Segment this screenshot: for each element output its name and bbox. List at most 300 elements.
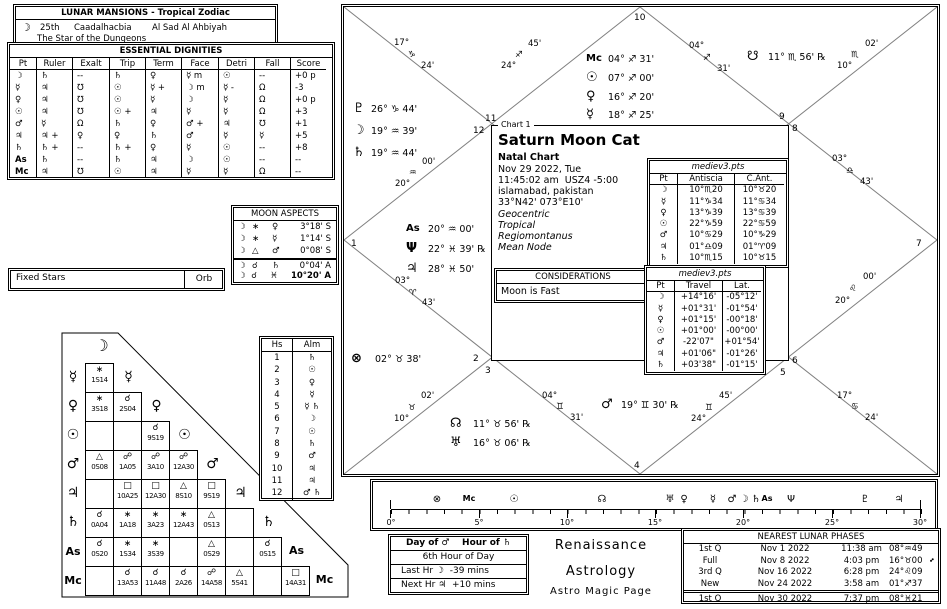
aspect-cell: ☍ 14A58 (197, 566, 226, 596)
cusp-degree: 17° (394, 38, 410, 48)
col-header: Detri (218, 58, 254, 70)
house-almuten-table: 1 ♄ 2 ☉ 3 ♀ 4 ☿ 5 ☿ ♄ 6 ☽ 7 ☉ 8 ♄ 9 ♂ 10 ♃ 11 ♃ 12 ♂ ♄ (262, 352, 331, 500)
cell: ☿ (181, 142, 218, 154)
north-node-icon: ☊ (597, 494, 607, 505)
degree-scale (372, 481, 936, 529)
sagittarius-icon: ♐ (703, 53, 711, 63)
cell: ☿ (218, 130, 254, 142)
chart-name: Saturn Moon Cat (498, 131, 640, 149)
house-number: 12 (473, 126, 485, 136)
aspect-cell: △ 8S10 (169, 479, 198, 509)
cusp-degree: 24° (691, 414, 707, 424)
saturn-icon: ♄ (353, 145, 365, 160)
asc-label: As (65, 545, 81, 558)
aspect-orb: 0°04' A (299, 260, 331, 271)
saturn-icon: ♄ (262, 514, 275, 530)
natal-chart (343, 6, 938, 475)
jupiter-icon: ♃ (894, 494, 904, 505)
cell: ☉ (218, 154, 254, 166)
planet-icon: ♄ (272, 260, 280, 271)
mc-label: Mc (64, 574, 82, 587)
col-header: Term (145, 58, 181, 70)
grid-row (86, 392, 171, 422)
aspect-cell: △ 0S08 (85, 450, 114, 480)
cusp-minute: 31' (570, 413, 584, 423)
cell: ♄ (36, 154, 72, 166)
cusp-minute: 00' (863, 272, 877, 282)
asc-label: As (288, 544, 305, 557)
south-node-icon: ☋ (747, 49, 759, 64)
saturn-icon: ♄ (751, 494, 761, 505)
cell: -- (72, 70, 109, 82)
aspect-orb: 10°20' A (290, 270, 331, 281)
moon-icon: ☽ (21, 21, 31, 34)
dignities-table (10, 58, 332, 178)
cell: ♃ + (36, 130, 72, 142)
travel-lat-panel (646, 267, 764, 373)
chart-type: Natal Chart (498, 152, 560, 163)
cell: ☽ (181, 154, 218, 166)
venus-icon: ♀ (680, 494, 688, 505)
planet-icon: ♀ (272, 222, 279, 232)
lunar-mansions-panel (15, 6, 276, 43)
house-number: 2 (473, 354, 479, 364)
moon-icon: ☽ (238, 246, 246, 257)
aspect-cell (113, 421, 142, 451)
cell: ♃ (36, 166, 72, 178)
aspect-cell (85, 421, 114, 451)
cell: ☉ (15, 107, 23, 117)
branding-line: Astro Magic Page (550, 586, 652, 597)
cell: ♀ (145, 118, 181, 130)
cell: ℧ (72, 166, 109, 178)
aspect-cell: ∗ 1S34 (113, 537, 142, 567)
cell: ☉ (218, 142, 254, 154)
col-header: Face (181, 58, 218, 70)
aspect-cell: ☍ 1A05 (113, 450, 142, 480)
aspect-row (234, 270, 336, 282)
grid-row (86, 363, 143, 393)
cell: ♂ (181, 130, 218, 142)
phase-row: 1st Q Nov 1 2022 11:38 am 08°♒49 (698, 544, 923, 554)
cell: ☿ (145, 94, 181, 106)
moon-icon: ☽ (739, 494, 749, 505)
cell: ♄ (109, 118, 145, 130)
cusp-degree: 10° (837, 61, 853, 71)
cell: ☉ (109, 166, 145, 178)
cusp-degree: 03° (395, 276, 411, 286)
mc-position: 04° ♐ 31' (608, 54, 655, 65)
moon-icon: ☽ (238, 270, 246, 281)
mars-position: 19° ♊ 30' ℞ (621, 400, 679, 411)
neptune-position: 22° ♓ 39' ℞ (428, 244, 486, 255)
cell: ♂ + (181, 118, 218, 130)
moon-icon: ☽ (94, 336, 109, 355)
aspect-icon: ∗ (252, 222, 260, 232)
aspect-row (234, 233, 336, 245)
branding-line: Renaissance (554, 538, 648, 553)
sign-icon: ♓ (270, 270, 278, 281)
venus-icon: ♀ (67, 398, 79, 414)
sagittarius-icon: ♐ (515, 50, 523, 60)
travel-title: mediev3.pts (647, 268, 763, 281)
tick-label: 0° (386, 518, 396, 527)
cusp-minute: 00' (422, 157, 436, 167)
planet-icon: ♂ (272, 246, 280, 257)
cell: ♃ (145, 106, 181, 118)
cusp-minute: 43' (422, 298, 436, 308)
aspect-cell (225, 508, 254, 538)
house-number: 6 (792, 356, 798, 366)
venus-icon: ♀ (586, 89, 596, 104)
aspect-cell (85, 566, 114, 596)
cusp-degree: 17° (837, 391, 853, 401)
cusp-degree: 20° (835, 296, 851, 306)
chart-coordinates: 33°N42' 073°E10' (498, 197, 584, 208)
aspect-icon: ∗ (252, 234, 260, 245)
day-hour-rulers: Day of ♂ Hour of ♄ (391, 537, 526, 551)
chart-option: Tropical (498, 220, 536, 231)
aspect-cell: ∗ 1S14 (85, 363, 114, 393)
tick-label: 30° (912, 518, 928, 527)
cusp-minute: 02' (421, 391, 435, 401)
sun-icon: ☉ (586, 70, 598, 85)
cusp-minute: 43' (860, 177, 874, 187)
cell: ♀ (15, 95, 22, 105)
cell: ♃ (218, 118, 254, 130)
aspect-row (234, 258, 336, 270)
asc-position: 20° ♒ 00' (428, 224, 475, 235)
lunar-phases-panel (683, 530, 939, 602)
cell: ♂ (15, 119, 23, 129)
moon-position: 19° ♒ 39' (371, 126, 418, 137)
cell: ☿ - (218, 82, 254, 94)
aspect-icon: ☌ (251, 270, 257, 281)
cusp-minute: 31' (717, 64, 731, 74)
cusp-minute: 45' (528, 39, 542, 49)
aspect-cell: △ 0S13 (197, 508, 226, 538)
tick-label: 25° (824, 518, 840, 527)
cell: ☿ (181, 166, 218, 178)
moon-aspects-title: MOON ASPECTS (234, 208, 336, 221)
chart-date: Nov 29 2022, Tue (498, 164, 582, 175)
cell: ☉ (218, 70, 254, 82)
aspect-icon: ☌ (252, 260, 258, 271)
cell: ♃ (145, 166, 181, 178)
cell: ♄ + (109, 142, 145, 154)
gemini-icon: ♊ (556, 402, 564, 412)
phase-row: Full Nov 8 2022 4:03 pm 16°♉00 (702, 555, 923, 566)
pluto-icon: ♇ (353, 101, 365, 116)
cusp-degree: 10° (394, 414, 410, 424)
fixed-stars-panel (10, 270, 223, 289)
grid-row (86, 508, 283, 538)
cell: ♄ (15, 143, 23, 153)
aspect-cell: ☌ 9S19 (141, 421, 170, 451)
libra-icon: ♎ (846, 166, 854, 176)
house-number: 3 (485, 366, 491, 376)
mars-icon: ♂ (727, 494, 737, 505)
cell: ☽ (15, 71, 23, 81)
gemini-icon: ♊ (705, 403, 713, 413)
scorpio-icon: ♏ (851, 50, 859, 60)
chart-time: 11:45:02 am USZ4 -5:00 (498, 175, 619, 186)
north-node-position: 11° ♉ 56' ℞ (473, 419, 531, 430)
aries-icon: ♈ (409, 288, 417, 298)
mars-icon: ♂ (206, 456, 219, 472)
cell: ☿ (36, 118, 72, 130)
cell: -- (72, 142, 109, 154)
cell: +0 p (290, 94, 326, 106)
aspect-cell: ☌ 0S20 (85, 537, 114, 567)
chart-tab[interactable]: Chart 1 (498, 120, 534, 129)
aspect-cell: □ 12A30 (141, 479, 170, 509)
cusp-minute: 24' (421, 61, 435, 71)
house-number: 7 (916, 239, 922, 249)
lunar-mansions-title: LUNAR MANSIONS - Tropical Zodiac (16, 7, 275, 20)
moon-aspects-panel (233, 207, 337, 283)
cell: ☉ + (109, 106, 145, 118)
tick-label: 15° (647, 518, 663, 527)
cusp-degree: 24° (501, 61, 517, 71)
cell: ♃ (145, 154, 181, 166)
part-of-fortune-icon: ⊗ (432, 494, 442, 505)
taurus-icon: ♉ (408, 403, 416, 413)
cell: ♄ (109, 154, 145, 166)
saturn-position: 19° ♒ 44' (371, 148, 418, 159)
aspect-cell: ☌ 11A48 (141, 566, 170, 596)
col-header: Ruler (36, 58, 72, 70)
cell: ℧ (72, 94, 109, 106)
phase-row: 3rd Q Nov 16 2022 6:28 pm 24°♌09 (698, 567, 923, 577)
mansion-alt-name: Al Sad Al Ahbiyah (152, 23, 228, 33)
sun-icon: ☉ (509, 494, 519, 505)
chart-option: Geocentric (498, 209, 550, 220)
cell: ☿ (218, 166, 254, 178)
hour-of-day: 6th Hour of Day (391, 551, 526, 565)
aspect-row (234, 221, 336, 233)
lunar-phases-title: NEAREST LUNAR PHASES (684, 531, 938, 544)
last-hour: Last Hr ☽ -39 mins (391, 565, 526, 579)
aspect-cell: ∗ 3S39 (141, 537, 170, 567)
aspect-cell: ∗ 3S18 (85, 392, 114, 422)
jupiter-icon: ♃ (406, 261, 418, 276)
cell: -- (254, 154, 290, 166)
grid-row (86, 450, 227, 480)
cell: ♀ (109, 130, 145, 142)
south-node-position: 11° ♏ 56' ℞ (768, 52, 826, 63)
cell: ♄ + (36, 142, 72, 154)
aspect-cell (253, 566, 282, 596)
aspect-orb: 0°08' S (300, 246, 331, 257)
jupiter-position: 28° ♓ 50' (428, 264, 475, 275)
aspect-cell (85, 479, 114, 509)
aspect-cell: ☌ 2A26 (169, 566, 198, 596)
cell: +1 (290, 118, 326, 130)
house-number: 1 (351, 239, 357, 249)
north-node-icon: ☊ (450, 416, 462, 431)
capricorn-icon: ♑ (408, 50, 416, 60)
planet-icon: ☿ (272, 234, 278, 245)
fortune-position: 02° ♉ 38' (375, 354, 422, 365)
phase-row: New Nov 24 2022 3:58 am 01°♐37 (700, 578, 923, 589)
col-header: Exalt (72, 58, 109, 70)
neptune-icon: Ψ (406, 241, 418, 256)
chart-place: islamabad, pakistan (498, 186, 594, 197)
aspect-icon: △ (252, 246, 259, 257)
aspect-cell: △ 0S29 (197, 537, 226, 567)
tick-label: 10° (559, 518, 575, 527)
cell: ☿ (15, 83, 21, 93)
planetary-hours-panel (390, 536, 527, 593)
fixed-stars-label: Fixed Stars (16, 273, 66, 283)
aspect-cell: ∗ 3A23 (141, 508, 170, 538)
cell: -- (290, 166, 326, 178)
uranus-position: 16° ♉ 06' ℞ (473, 438, 531, 449)
cell: ♄ (145, 130, 181, 142)
cell: ♀ (145, 142, 181, 154)
house-almuten-panel (261, 338, 332, 499)
next-hour: Next Hr ♃ +10 mins (401, 580, 496, 590)
house-number: 10 (634, 13, 646, 23)
moon-icon: ☽ (238, 222, 246, 232)
branding-line: Astrology (565, 564, 637, 579)
aspect-orb: 3°18' S (300, 222, 331, 232)
part-of-fortune-icon: ⊗ (351, 351, 362, 366)
grid-row (86, 566, 339, 596)
cell: ☉ (109, 94, 145, 106)
sun-icon: ☉ (178, 427, 191, 443)
cusp-minute: 24' (865, 413, 879, 423)
asc-label: As (761, 494, 773, 503)
chart-option: Regiomontanus (498, 231, 573, 242)
mercury-icon: ☿ (709, 494, 717, 505)
cell: ℧ (72, 82, 109, 94)
tick-label: 20° (735, 518, 751, 527)
house-number: 8 (792, 124, 798, 134)
orb-header: Orb (184, 271, 223, 288)
cusp-minute: 02' (865, 39, 879, 49)
aspect-cell: ☌ 0S15 (253, 537, 282, 567)
cell: ♃ (15, 131, 23, 141)
grid-row (86, 479, 255, 509)
cell: Ω (254, 82, 290, 94)
cell: ♀ (145, 70, 181, 82)
aspect-cell: △ 5S41 (225, 566, 254, 596)
cell: ☿ (254, 130, 290, 142)
cusp-degree: 04° (542, 391, 558, 401)
col-header: Trip (109, 58, 145, 70)
chart-option: Mean Node (498, 242, 552, 253)
col-header: Alm (292, 339, 331, 351)
antiscia-table: Pt Antiscia C.Ant. ☽ 10°♏20 10°♉20 ☿ 11°♑34 11°♋34 ♀ 13°♑39 13°♋39 ☉ 22°♑59 22°♋59 ♂ 10°♋29 10°♑29 ♃ 01°♎09 01°♈09 ♄ 10°♏15 10°♉15 (650, 174, 786, 264)
mars-icon: ♂ (66, 456, 80, 472)
cell: ☽ (181, 94, 218, 106)
mars-icon: ♂ (601, 397, 613, 412)
cell: ☿ m (181, 70, 218, 82)
house-number: 11 (485, 114, 497, 124)
aspect-cell: ∗ 12A43 (169, 508, 198, 538)
col-header: Pt (10, 58, 36, 70)
cell: ♀ (72, 130, 109, 142)
cell: ℧ (72, 106, 109, 118)
cell: ☿ (218, 106, 254, 118)
cell: Ω (254, 106, 290, 118)
uranus-icon: ♅ (665, 494, 675, 505)
cell: -- (290, 154, 326, 166)
col-header: Score (290, 58, 326, 70)
neptune-icon: Ψ (787, 494, 795, 505)
antiscia-title: mediev3.pts (650, 161, 786, 174)
grid-row (86, 421, 199, 451)
aspect-cell: ☌ 0A04 (85, 508, 114, 538)
cell: -- (254, 70, 290, 82)
cell: ☿ (218, 94, 254, 106)
moon-icon: ☽ (238, 260, 246, 271)
antiscia-panel (649, 160, 787, 266)
cusp-degree: 20° (395, 179, 411, 189)
cell: ♃ (36, 82, 72, 94)
cell: -- (254, 142, 290, 154)
cell: As (15, 155, 27, 165)
cell: ☿ + (145, 82, 181, 94)
grid-row (86, 537, 311, 567)
venus-position: 16° ♐ 20' (608, 92, 655, 103)
cell: +8 (290, 142, 326, 154)
cell: ♃ (36, 106, 72, 118)
col-header: Hs (271, 340, 283, 350)
asc-label: As (406, 223, 420, 234)
aspect-orb: 1°14' S (300, 234, 331, 245)
cell: ☿ (181, 106, 218, 118)
mercury-position: 18° ♐ 25' (608, 110, 655, 121)
aspect-cell: □ 9S19 (197, 479, 226, 509)
aspect-cell: ☌ 2S04 (113, 392, 142, 422)
leo-icon: ♌ (849, 284, 857, 294)
cusp-minute: 45' (719, 391, 733, 401)
jupiter-icon: ♃ (234, 485, 247, 501)
venus-icon: ♀ (151, 398, 162, 414)
travel-table: Pt Travel Lat. ☽ +14°16' -05°12' ☿ +01°31' -01°54' ♀ +01°15' -00°18' ☉ +01°00' -00°00' ♂ -22'07" +01°54' ♃ +01'06" -01°26' ♄ +03'38" -01°15' (647, 281, 763, 371)
aspect-cell: ☌ 13A53 (113, 566, 142, 596)
aspect-row (234, 245, 336, 257)
cusp-degree: 04° (689, 41, 705, 51)
aspect-cell: ∗ 1A18 (113, 508, 142, 538)
cell: ☉ (109, 82, 145, 94)
considerations-panel (496, 270, 650, 301)
cell: Ω (254, 94, 290, 106)
house-number: 9 (779, 112, 785, 122)
cell: -- (72, 154, 109, 166)
moon-icon: ☽ (353, 123, 365, 138)
aspect-cell: ☍ 3A10 (141, 450, 170, 480)
phase-row: 1st Q Nov 30 2022 7:37 pm 08°♓21 (684, 590, 938, 604)
jupiter-icon: ♃ (66, 485, 80, 501)
aspect-cell (225, 537, 254, 567)
tick-label: 5° (474, 518, 484, 527)
cell: Ω (72, 118, 109, 130)
mansion-number: 25th (40, 23, 60, 33)
aspect-cell: ☍ 12A30 (169, 450, 198, 480)
aspect-cell: □ 14A31 (281, 566, 310, 596)
cell: ℧ (254, 118, 290, 130)
cell: ♃ (36, 94, 72, 106)
house-number: 4 (634, 461, 640, 471)
sun-icon: ☉ (66, 427, 80, 443)
cell: -3 (290, 82, 326, 94)
aquarius-icon: ♒ (409, 168, 417, 178)
cell: ♄ (109, 70, 145, 82)
